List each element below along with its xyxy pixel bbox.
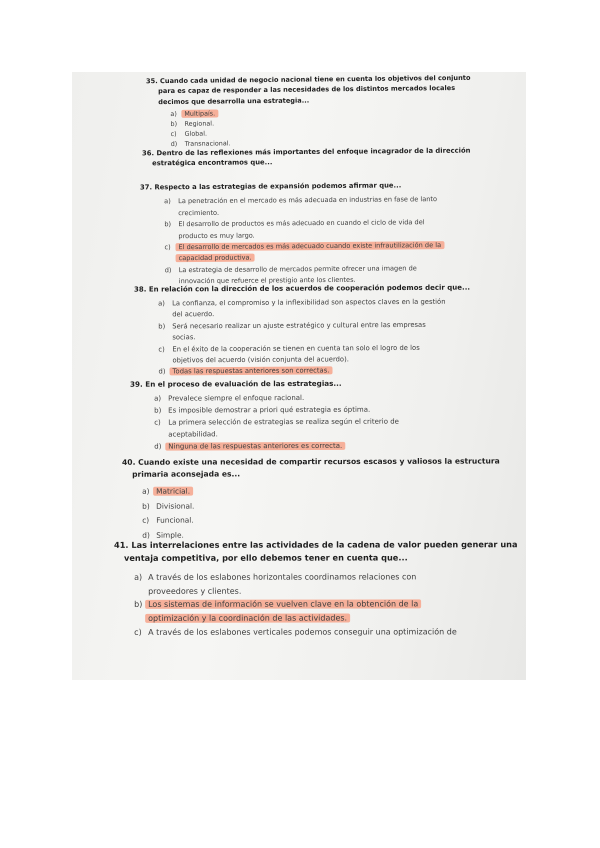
option-letter: d) — [164, 266, 172, 275]
question-stem-text: En el proceso de evaluación de las estrategias... — [145, 378, 342, 389]
question-stem-line — [146, 74, 471, 85]
answer-option-a — [158, 298, 445, 308]
option-text: Ninguna de las respuestas anteriores es correcta. — [165, 441, 345, 450]
option-text: A través de los eslabones verticales podemos conseguir una optimización de — [148, 627, 457, 637]
answer-option-b — [164, 231, 254, 240]
question-stem-text: En relación con la dirección de los acuerdos de cooperación podemos decir que... — [148, 283, 471, 294]
question-stem-line — [114, 539, 518, 550]
question-stem-line: primaria aconsejada es... — [132, 469, 241, 480]
option-text: Será necesario realizar un ajuste estratégico y cultural entre las empresas — [172, 320, 426, 331]
option-text: aceptabilidad. — [168, 429, 218, 439]
option-text: Simple. — [156, 530, 184, 540]
option-letter: a) — [170, 110, 177, 119]
question-stem-line — [122, 457, 500, 467]
option-letter: c) — [154, 418, 161, 427]
option-letter: b) — [170, 120, 178, 129]
answer-option-b — [170, 120, 214, 128]
option-text: La primera selección de estrategias se realiza según el criterio de — [168, 417, 399, 427]
answer-option-d — [142, 531, 184, 540]
option-letter: a) — [164, 197, 171, 206]
option-text: proveedores y clientes. — [148, 586, 242, 596]
question-number: 40. — [121, 457, 139, 467]
option-letter: b) — [158, 322, 166, 331]
answer-option-d — [159, 367, 333, 376]
answer-option-c — [154, 417, 399, 426]
question-stem-text: Cuando cada unidad de negocio nacional tiene en cuenta los objetivos del conjunto — [159, 73, 471, 86]
exam-page — [72, 72, 526, 680]
option-text: socias. — [172, 333, 196, 342]
answer-option-a — [158, 311, 214, 319]
option-text: objetivos del acuerdo (visión conjunta del acuerdo). — [172, 355, 349, 365]
answer-option-d — [154, 441, 345, 450]
option-letter: b) — [154, 406, 162, 415]
option-text: La penetración en el mercado es más adecuada en industrias en fase de lanto — [178, 195, 438, 206]
option-text: Global. — [184, 129, 208, 139]
answer-option-a — [170, 110, 218, 118]
answer-option-b — [158, 333, 195, 341]
answer-option-b — [134, 614, 350, 623]
option-letter: b) — [134, 600, 143, 610]
question-36 — [72, 146, 526, 168]
option-text: A través de los eslabones horizontales coordinamos relaciones con — [148, 572, 417, 582]
option-letter: b) — [164, 220, 172, 229]
answer-option-b — [134, 600, 421, 610]
question-39 — [72, 378, 526, 451]
option-letter: c) — [142, 516, 150, 526]
question-37 — [72, 180, 526, 286]
answer-option-b — [164, 218, 424, 228]
answer-option-a — [134, 586, 241, 595]
question-35 — [72, 73, 526, 149]
answer-option-c — [164, 241, 444, 251]
option-text: El desarrollo de productos es más adecuado en cuando el ciclo de vida del — [178, 218, 425, 229]
option-text: innovación que refuerce el prestigio ante los clientes. — [178, 275, 356, 286]
option-letter: d) — [154, 442, 162, 451]
question-number: 39. — [129, 379, 146, 389]
question-stem-line: para es capaz de responder a las necesidades de los distintos mercados locales — [158, 84, 456, 96]
question-stem-line — [134, 284, 470, 294]
question-stem-text: Dentro de las reflexiones más importantes del enfoque incagrador de la dirección — [156, 146, 471, 158]
option-letter: b) — [142, 501, 150, 511]
question-stem-line: ventaja competitiva, por ello debemos tener en cuenta que... — [124, 552, 408, 564]
option-text: Divisional. — [156, 501, 195, 511]
option-text: Es imposible demostrar a priori qué estrategia es óptima. — [168, 405, 371, 415]
question-stem-line — [140, 181, 401, 191]
answer-option-c — [154, 430, 218, 438]
option-text: Funcional. — [156, 515, 194, 526]
option-letter: c) — [158, 345, 165, 354]
option-text: Transnacional. — [184, 139, 231, 149]
question-number: 41. — [113, 539, 132, 550]
option-letter: a) — [158, 299, 165, 308]
option-text: Matricial. — [153, 486, 193, 495]
option-text: En el éxito de la cooperación se tienen en cuenta tan solo el logro de los — [172, 343, 420, 353]
answer-option-a — [154, 394, 304, 403]
option-letter: d) — [158, 367, 166, 376]
answer-option-c — [134, 627, 457, 637]
option-letter: a) — [134, 572, 143, 582]
answer-option-a — [164, 196, 437, 206]
answer-option-b — [158, 321, 426, 331]
option-text: El desarrollo de mercados es más adecuado cuando existe infrautilización de la — [175, 241, 444, 251]
answer-option-d — [171, 140, 231, 149]
option-letter: c) — [170, 130, 177, 139]
option-text: Todas las respuestas anteriores son correctas. — [170, 367, 333, 376]
option-text: Prevalece siempre el enfoque racional. — [168, 393, 305, 403]
question-list — [72, 72, 526, 680]
answer-option-c — [158, 343, 419, 353]
answer-option-d — [165, 264, 417, 274]
question-stem-text: Respecto a las estrategias de expansión podemos afirmar que... — [154, 181, 402, 192]
answer-option-b — [154, 405, 370, 414]
question-38 — [72, 283, 526, 376]
question-number: 36. — [141, 149, 157, 158]
question-stem-line: decimos que desarrolla una estrategia... — [158, 96, 310, 106]
option-text: producto es muy largo. — [178, 231, 255, 240]
answer-option-a — [142, 486, 193, 495]
question-stem-line — [130, 379, 342, 389]
question-number: 35. — [145, 77, 161, 86]
question-number: 37. — [139, 183, 155, 192]
answer-option-c — [165, 254, 255, 263]
answer-option-b — [142, 501, 194, 510]
question-number: 38. — [133, 285, 149, 294]
option-text: del acuerdo. — [172, 310, 215, 319]
option-text: capacidad productiva. — [176, 254, 255, 263]
option-letter: a) — [142, 486, 150, 496]
option-letter: d) — [142, 530, 150, 540]
question-stem-text: Cuando existe una necesidad de compartir recursos escasos y valiosos la estructura — [138, 456, 500, 467]
question-41 — [72, 539, 526, 637]
answer-option-c — [171, 130, 208, 138]
option-text: Regional. — [184, 119, 215, 129]
question-stem-line — [142, 147, 471, 158]
answer-option-c — [158, 355, 348, 364]
question-stem-line: estratégica encontramos que... — [152, 158, 273, 168]
option-text: Multipaís. — [181, 110, 218, 118]
question-40 — [72, 456, 526, 540]
question-stem-text: Las interrelaciones entre las actividades de la cadena de valor pueden generar una — [131, 539, 518, 550]
option-text: La confianza, el compromiso y la inflexibilidad son aspectos claves en la gestión — [172, 297, 446, 308]
option-letter: c) — [134, 627, 142, 637]
option-text: La estrategia de desarrollo de mercados permite ofrecer una imagen de — [178, 264, 417, 274]
option-text: Los sistemas de información se vuelven clave en la obtención de la — [145, 600, 421, 609]
answer-option-c — [142, 516, 193, 525]
answer-option-a — [164, 209, 219, 217]
answer-option-a — [134, 572, 416, 581]
option-letter: d) — [170, 140, 178, 149]
option-letter: c) — [164, 243, 171, 252]
option-text: optimización y la coordinación de las actividades. — [145, 614, 350, 623]
option-text: crecimiento. — [178, 208, 220, 217]
option-letter: a) — [154, 394, 162, 403]
